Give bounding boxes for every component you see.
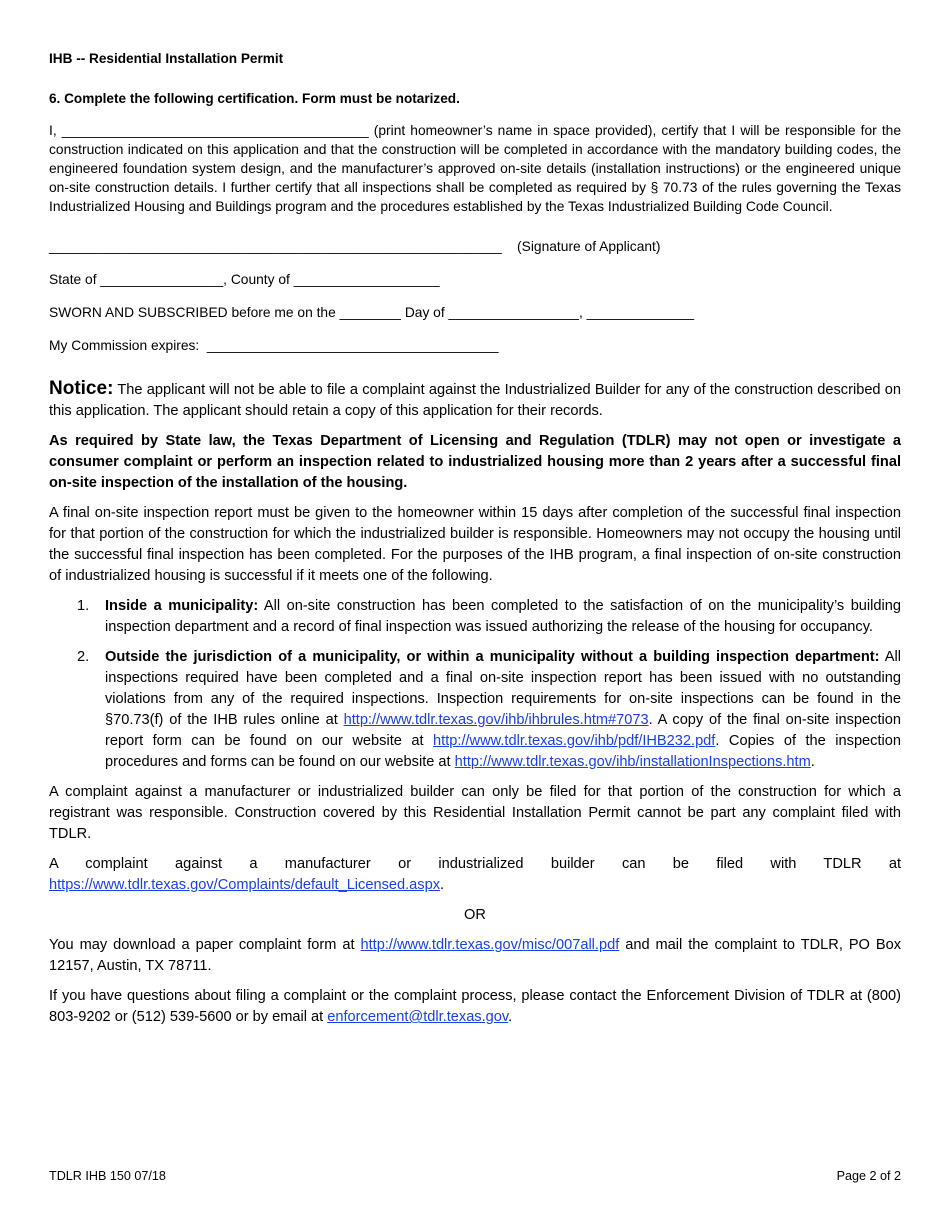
contact-paragraph (49, 986, 901, 1028)
contact-text: If you have questions about filing a complaint or the complaint process, please contact the Enforcement Division of TDLR at (800) 803-9202 or (512) 539-5600 or by email at (49, 988, 901, 1025)
list-item (49, 647, 901, 773)
list-item-label: Inside a municipality: (105, 598, 259, 614)
installation-inspections-link[interactable]: http://www.tdlr.texas.gov/ihb/installationInspections.htm (454, 754, 811, 770)
list-item-number: 1. (77, 598, 90, 614)
complaint-scope-paragraph: A complaint against a manufacturer or industrialized builder can only be filed for that portion of the construction for which a registrant was responsible. Construction covered by this Residential Installation Permit cannot be part any complaint filed with TDLR. (49, 784, 901, 842)
page-content (49, 48, 901, 1028)
paper-complaint-form-link[interactable]: http://www.tdlr.texas.gov/misc/007all.pdf (360, 937, 620, 953)
page-number-footer: Page 2 of 2 (836, 1169, 901, 1183)
list-item-text: All inspections required have been completed and a final on-site inspection report has been issued with no outstanding violations from any of the required inspections. Inspection requirements for on-site inspections can be found in the §70.73(f) of the IHB rules online at (105, 649, 902, 728)
final-inspection-paragraph: A final on-site inspection report must be given to the homeowner within 15 days after completion of the successful final inspection for that portion of the construction for which the industrialized builder is responsible. Homeowners may not occupy the housing until the successful final inspection has been completed. For the purposes of the IHB program, a final inspection of on-site construction of industrialized housing is successful if it meets one of the following. (49, 505, 901, 584)
signature-line[interactable]: ___________________________________________________________ (Signature of Applicant) (49, 239, 661, 254)
contact-end: . (508, 1009, 513, 1025)
or-divider-text: OR (464, 907, 486, 923)
section-6-title: 6. Complete the following certification. Form must be notarized. (49, 91, 460, 106)
list-item-number: 2. (77, 649, 90, 665)
ihb-rules-link[interactable]: http://www.tdlr.texas.gov/ihb/ihbrules.htm#7073 (343, 712, 649, 728)
certification-prefix: I, (49, 123, 62, 138)
list-item-text: . A copy of the final on-site inspection report form can be found on our website at (105, 712, 901, 749)
list-item-text: All on-site construction has been completed to the satisfaction of on the municipality’s building inspection department and a record of final inspection was issued authorizing the release of the housing for occupancy. (105, 598, 901, 635)
complaint-online-text: A complaint against a manufacturer or industrialized builder can be filed with TDLR at (49, 856, 901, 872)
form-header-title: IHB -- Residential Installation Permit (49, 51, 284, 66)
paper-complaint-text: and mail the complaint to TDLR, PO Box 12157, Austin, TX 78711. (49, 937, 902, 974)
paper-complaint-text: You may download a paper complaint form at (49, 937, 361, 953)
complaint-online-paragraph (49, 854, 901, 896)
list-item-text: . Copies of the inspection procedures and forms can be found on our website at (105, 733, 901, 770)
certification-text: (print homeowner’s name in space provided), certify that I will be responsible for the construction indicated on this application and that the construction will be completed in accordance with the mandatory building codes, the engineered foundation system design, and the manufacturer’s approved on-site details (installation instructions) or the engineered unique on-site construction details. I further certify that all inspections shall be completed as required by § 70.73 of the rules governing the Texas Industrialized Housing and Buildings program and the procedures established by the Texas Industrialized Building Code Council. (49, 123, 901, 214)
enforcement-email-link[interactable]: enforcement@tdlr.texas.gov (327, 1009, 509, 1025)
commission-expires-line[interactable]: My Commission expires: ______________________________________ (49, 338, 499, 353)
paper-complaint-paragraph (49, 935, 901, 977)
ihb232-form-link[interactable]: http://www.tdlr.texas.gov/ihb/pdf/IHB232.pdf (433, 733, 716, 749)
list-item (49, 596, 901, 638)
sworn-subscribed-line[interactable]: SWORN AND SUBSCRIBED before me on the ________ Day of _________________, ______________ (49, 305, 695, 320)
state-county-line[interactable]: State of ________________, County of ___________________ (49, 272, 440, 287)
form-number-footer: TDLR IHB 150 07/18 (49, 1169, 166, 1183)
inspection-conditions-list (49, 596, 901, 773)
state-law-paragraph: As required by State law, the Texas Department of Licensing and Regulation (TDLR) may not open or investigate a consumer complaint or perform an inspection related to industrialized housing more than 2 years after a successful final on-site inspection of the installation of the housing. (49, 433, 901, 491)
homeowner-name-blank[interactable]: ________________________________________ (61, 123, 369, 138)
certification-paragraph (49, 121, 901, 216)
list-item-label: Outside the jurisdiction of a municipality, or within a municipality without a building inspection department: (105, 649, 880, 665)
notice-paragraph (49, 378, 901, 422)
complaints-link[interactable]: https://www.tdlr.texas.gov/Complaints/default_Licensed.aspx (49, 877, 440, 893)
notice-text: The applicant will not be able to file a complaint against the Industrialized Builder for any of the construction described on this application. The applicant should retain a copy of this application for their records. (49, 382, 901, 419)
complaint-online-end: . (440, 877, 445, 893)
list-item-text: . (810, 754, 815, 770)
notice-label: Notice: (49, 378, 114, 399)
